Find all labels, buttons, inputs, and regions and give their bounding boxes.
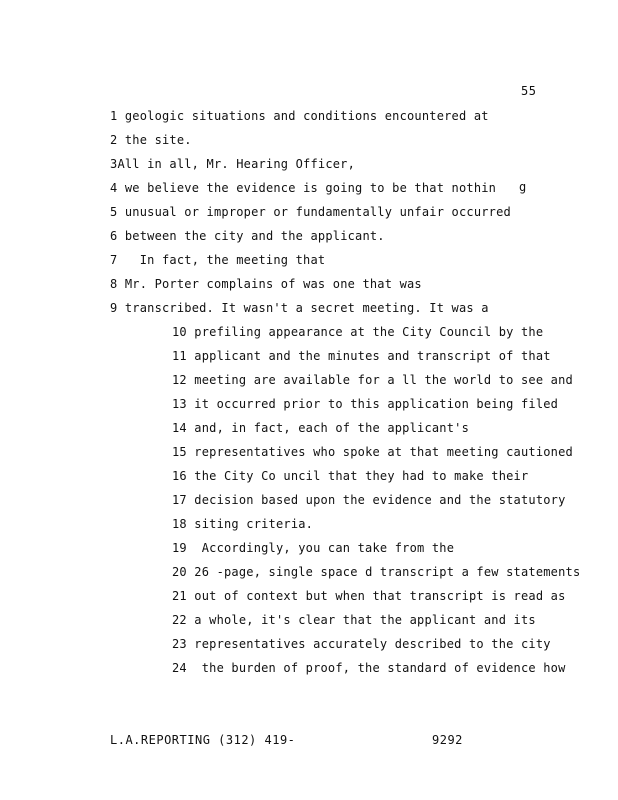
transcript-line [110,228,385,244]
line-number: 10 [172,325,187,339]
transcript-line [172,468,528,484]
transcript-line [172,444,573,460]
transcript-line [172,420,469,436]
line-text: applicant and the minutes and transcript of that [194,349,551,363]
transcript-line [110,180,496,196]
line-number: 11 [172,349,187,363]
transcript-line [172,516,313,532]
transcript-line [172,612,536,628]
line-text: between the city and the applicant. [124,229,385,243]
line-number: 24 [172,661,187,675]
line-number: 13 [172,397,187,411]
transcript-line [110,132,192,148]
line-number: 7 [110,253,118,267]
line-text: 26 -page, single space d transcript a few statements [194,565,581,579]
transcript-line [110,108,489,124]
line-text: we believe the evidence is going to be that nothin [124,181,497,195]
line-number: 4 [110,181,118,195]
transcript-line [172,660,566,676]
line-number: 21 [172,589,187,603]
line-number: 6 [110,229,118,243]
page-number: 55 [521,84,537,98]
transcript-line [172,372,573,388]
line-number: 18 [172,517,187,531]
transcript-line [172,396,558,412]
line-number: 9 [110,301,118,315]
line-text: transcribed. It wasn't a secret meeting. It was a [124,301,489,315]
line-text: Mr. Porter complains of was one that was [124,277,422,291]
transcript-line [110,156,355,172]
transcript-line [110,204,511,220]
line-text: unusual or improper or fundamentally unfair occurred [124,205,511,219]
transcript-line [172,324,543,340]
line-number: 1 [110,109,118,123]
line-text: it occurred prior to this application being filed [194,397,559,411]
line-text: siting criteria. [194,517,314,531]
transcript-line [110,252,325,268]
line-text: geologic situations and conditions encountered at [124,109,489,123]
line-number: 8 [110,277,118,291]
transcript-line [172,540,454,556]
line-number: 19 [172,541,187,555]
transcript-line [172,564,580,580]
line-number: 16 [172,469,187,483]
line-text: representatives who spoke at that meeting cautioned [194,445,573,459]
line-number: 22 [172,613,187,627]
line-text: All in all, Mr. Hearing Officer, [117,157,356,171]
footer-reporter: L.A.REPORTING (312) 419- [110,733,296,747]
line-text: Accordingly, you can take from the [201,541,455,555]
line-number: 14 [172,421,187,435]
line-text: and, in fact, each of the applicant's [194,421,470,435]
line-text: meeting are available for a ll the world to see and [194,373,573,387]
line-number: 15 [172,445,187,459]
transcript-line [172,636,551,652]
line-text: representatives accurately described to the city [194,637,551,651]
transcript-line [110,300,489,316]
stray-letter: g [519,180,527,194]
footer-phone-suffix: 9292 [432,733,463,747]
line-number: 12 [172,373,187,387]
transcript-line [172,348,551,364]
line-number: 23 [172,637,187,651]
line-text: a whole, it's clear that the applicant and its [194,613,536,627]
line-text: the burden of proof, the standard of evidence how [201,661,566,675]
line-text: out of context but when that transcript is read as [194,589,566,603]
line-number: 5 [110,205,118,219]
line-number: 17 [172,493,187,507]
line-text: the site. [124,133,192,147]
transcript-line [110,276,422,292]
line-text: In fact, the meeting that [139,253,326,267]
line-text: prefiling appearance at the City Council by the [194,325,544,339]
line-number: 3 [110,157,118,171]
transcript-line [172,588,566,604]
transcript-line [172,492,566,508]
line-text: decision based upon the evidence and the statutory [194,493,566,507]
line-number: 20 [172,565,187,579]
line-number: 2 [110,133,118,147]
line-text: the City Co uncil that they had to make their [194,469,529,483]
